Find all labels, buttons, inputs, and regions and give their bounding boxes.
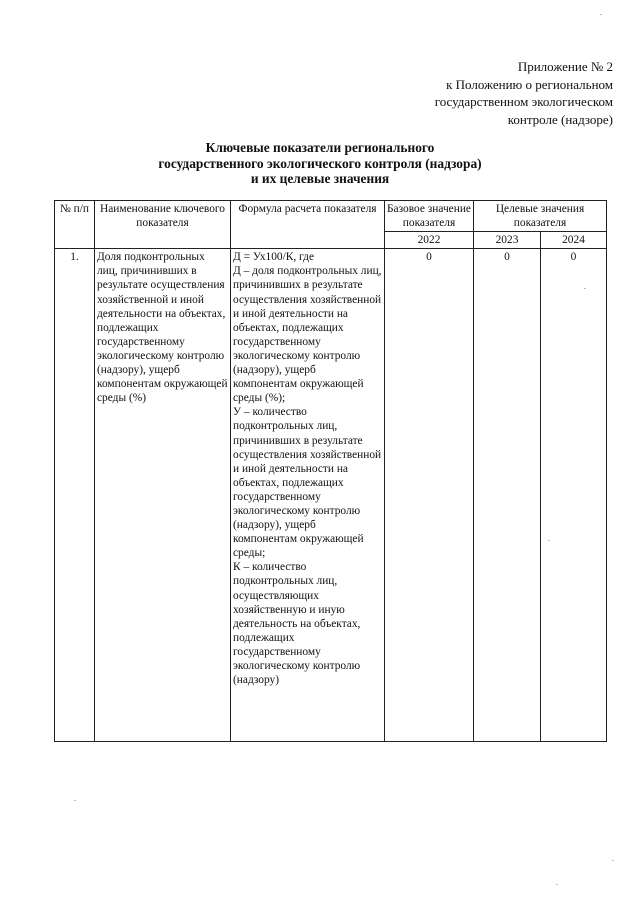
header-year-2023: 2023 xyxy=(474,232,541,249)
indicator-formula xyxy=(231,249,385,742)
base-value-2022: 0 xyxy=(385,249,474,742)
header-number: № п/п xyxy=(55,201,95,249)
header-formula: Формула расчета показателя xyxy=(231,201,385,249)
header-year-2022: 2022 xyxy=(385,232,474,249)
scan-speck xyxy=(74,800,76,801)
appendix-line: к Положению о региональном xyxy=(446,76,613,92)
formula-line: К – количество подконтрольных лиц, осуществляющих хозяйственную и иную деятельность на объектах, подлежащих государственному экологическому контролю (надзору) xyxy=(233,561,361,687)
formula-line: Д = Ух100/К, где xyxy=(233,251,315,264)
header-base-value: Базовое значение показателя xyxy=(385,201,474,232)
formula-line: Д – доля подконтрольных лиц, причинивших в результате осуществления хозяйственной и иной деятельности на объектах, подлежащих государственному экологическому контролю (надзору), ущерб компонентам окружающей среды (%); xyxy=(233,265,382,405)
header-target-values: Целевые значения показателя xyxy=(474,201,607,232)
title-line: и их целевые значения xyxy=(250,171,390,186)
target-value-2024: 0 xyxy=(541,249,607,742)
row-number: 1. xyxy=(55,249,95,742)
scan-speck xyxy=(548,540,550,541)
appendix-header xyxy=(435,58,613,128)
appendix-line: Приложение № 2 xyxy=(517,59,613,74)
scan-speck xyxy=(600,14,602,15)
header-indicator-name: Наименование ключевого показателя xyxy=(95,201,231,249)
appendix-line: контроле (надзоре) xyxy=(507,111,613,127)
target-value-2023: 0 xyxy=(474,249,541,742)
scan-speck xyxy=(584,288,586,289)
title-line: Ключевые показатели регионального xyxy=(205,140,435,155)
scan-speck xyxy=(612,860,614,861)
header-year-2024: 2024 xyxy=(541,232,607,249)
document-title xyxy=(0,140,640,187)
formula-line: У – количество подконтрольных лиц, причинивших в результате осуществления хозяйственной и иной деятельности на объектах, подлежащих государственному экологическому контролю (надзору), ущерб компонентам окружающей среды; xyxy=(233,406,382,560)
kpi-table xyxy=(54,200,607,742)
indicator-name: Доля подконтрольных лиц, причинивших в результате осуществления хозяйственной и иной деятельности на объектах, подлежащих государственному экологическому контролю (надзору), ущерб компонентам окружающей среды (%) xyxy=(95,249,231,742)
title-line: государственного экологического контроля (надзора) xyxy=(158,155,482,171)
table-row xyxy=(55,249,607,742)
appendix-line: государственном экологическом xyxy=(434,94,613,109)
scan-speck xyxy=(556,884,558,885)
